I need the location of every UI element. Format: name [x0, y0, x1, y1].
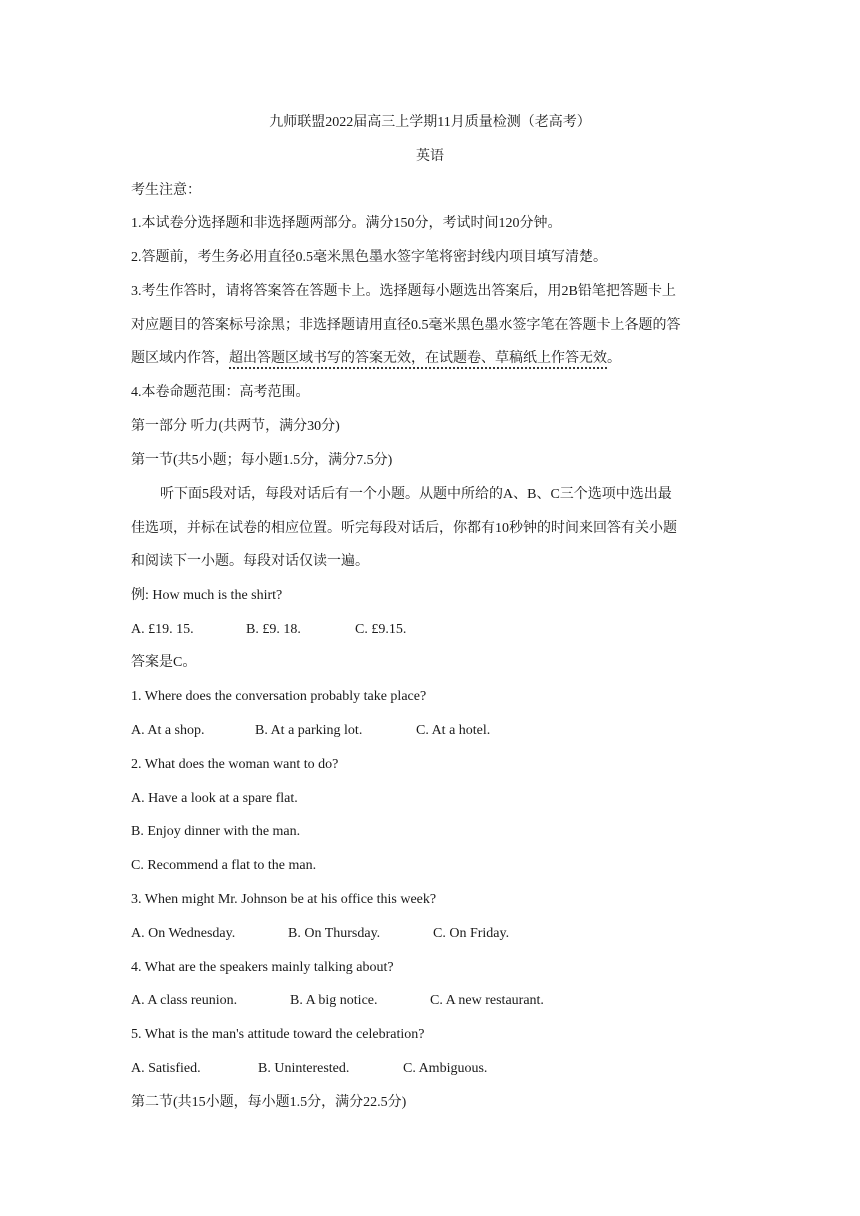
instructions-line-1: 听下面5段对话，每段对话后有一个小题。从题中所给的A、B、C三个选项中选出最	[160, 487, 672, 502]
exam-title: 九师联盟2022届高三上学期11月质量检测（老高考）	[269, 115, 591, 130]
notice-item-3-line-3	[131, 349, 731, 369]
instructions-line-3: 和阅读下一小题。每段对话仅读一遍。	[131, 554, 369, 569]
example-options	[131, 620, 731, 640]
part1-heading: 第一部分 听力(共两节，满分30分)	[131, 419, 340, 434]
question-5-options	[131, 1059, 731, 1079]
notice-emphasis-dotted: 超出答题区域书写的答案无效，在试题卷、草稿纸上作答无效	[229, 351, 607, 366]
example-option-c: C. £9.15.	[355, 622, 407, 637]
question-2-option-a: A. Have a look at a spare flat.	[131, 791, 298, 806]
question-4-options	[131, 991, 731, 1011]
question-4-option-a: A. A class reunion.	[131, 993, 238, 1008]
example-answer: 答案是C。	[131, 655, 197, 670]
question-4-option-c: C. A new restaurant.	[430, 993, 544, 1008]
instructions-line-2: 佳选项，并标在试卷的相应位置。听完每段对话后，你都有10秒钟的时间来回答有关小题	[131, 521, 677, 536]
question-4-option-b: B. A big notice.	[290, 993, 378, 1008]
question-5: 5. What is the man's attitude toward the celebration?	[131, 1027, 425, 1042]
notice-item-2: 2.答题前，考生务必用直径0.5毫米黑色墨水签字笔将密封线内项目填写清楚。	[131, 250, 607, 265]
question-3: 3. When might Mr. Johnson be at his office this week?	[131, 892, 437, 907]
question-5-option-c: C. Ambiguous.	[403, 1061, 488, 1076]
notice-item-4: 4.本卷命题范围：高考范围。	[131, 385, 310, 400]
section2-heading: 第二节(共15小题，每小题1.5分，满分22.5分)	[131, 1095, 407, 1110]
notice-item-1: 1.本试卷分选择题和非选择题两部分。满分150分，考试时间120分钟。	[131, 216, 562, 231]
question-1-option-a: A. At a shop.	[131, 723, 205, 738]
section1-heading: 第一节(共5小题；每小题1.5分，满分7.5分)	[131, 453, 393, 468]
question-3-option-a: A. On Wednesday.	[131, 926, 236, 941]
question-3-option-c: C. On Friday.	[433, 926, 510, 941]
example-option-a: A. £19. 15.	[131, 622, 194, 637]
question-3-options	[131, 924, 731, 944]
notice-item-3-line-3-pre: 题区域内作答，	[131, 351, 229, 366]
question-5-option-a: A. Satisfied.	[131, 1061, 201, 1076]
question-1: 1. Where does the conversation probably take place?	[131, 689, 427, 704]
question-2: 2. What does the woman want to do?	[131, 757, 339, 772]
subject-title: 英语	[416, 149, 444, 164]
notice-item-3-line-1: 3.考生作答时，请将答案答在答题卡上。选择题每小题选出答案后，用2B铅笔把答题卡上	[131, 284, 676, 299]
notice-item-3-line-3-post: 。	[607, 351, 621, 366]
example-question: 例: How much is the shirt?	[131, 588, 283, 603]
question-5-option-b: B. Uninterested.	[258, 1061, 350, 1076]
notice-heading: 考生注意：	[131, 183, 201, 198]
question-1-option-c: C. At a hotel.	[416, 723, 491, 738]
question-3-option-b: B. On Thursday.	[288, 926, 381, 941]
example-option-b: B. £9. 18.	[246, 622, 301, 637]
question-4: 4. What are the speakers mainly talking about?	[131, 960, 394, 975]
question-1-option-b: B. At a parking lot.	[255, 723, 363, 738]
question-2-option-b: B. Enjoy dinner with the man.	[131, 824, 301, 839]
question-2-option-c: C. Recommend a flat to the man.	[131, 858, 317, 873]
question-1-options	[131, 721, 731, 741]
notice-item-3-line-2: 对应题目的答案标号涂黑；非选择题请用直径0.5毫米黑色墨水签字笔在答题卡上各题的答	[131, 318, 681, 333]
